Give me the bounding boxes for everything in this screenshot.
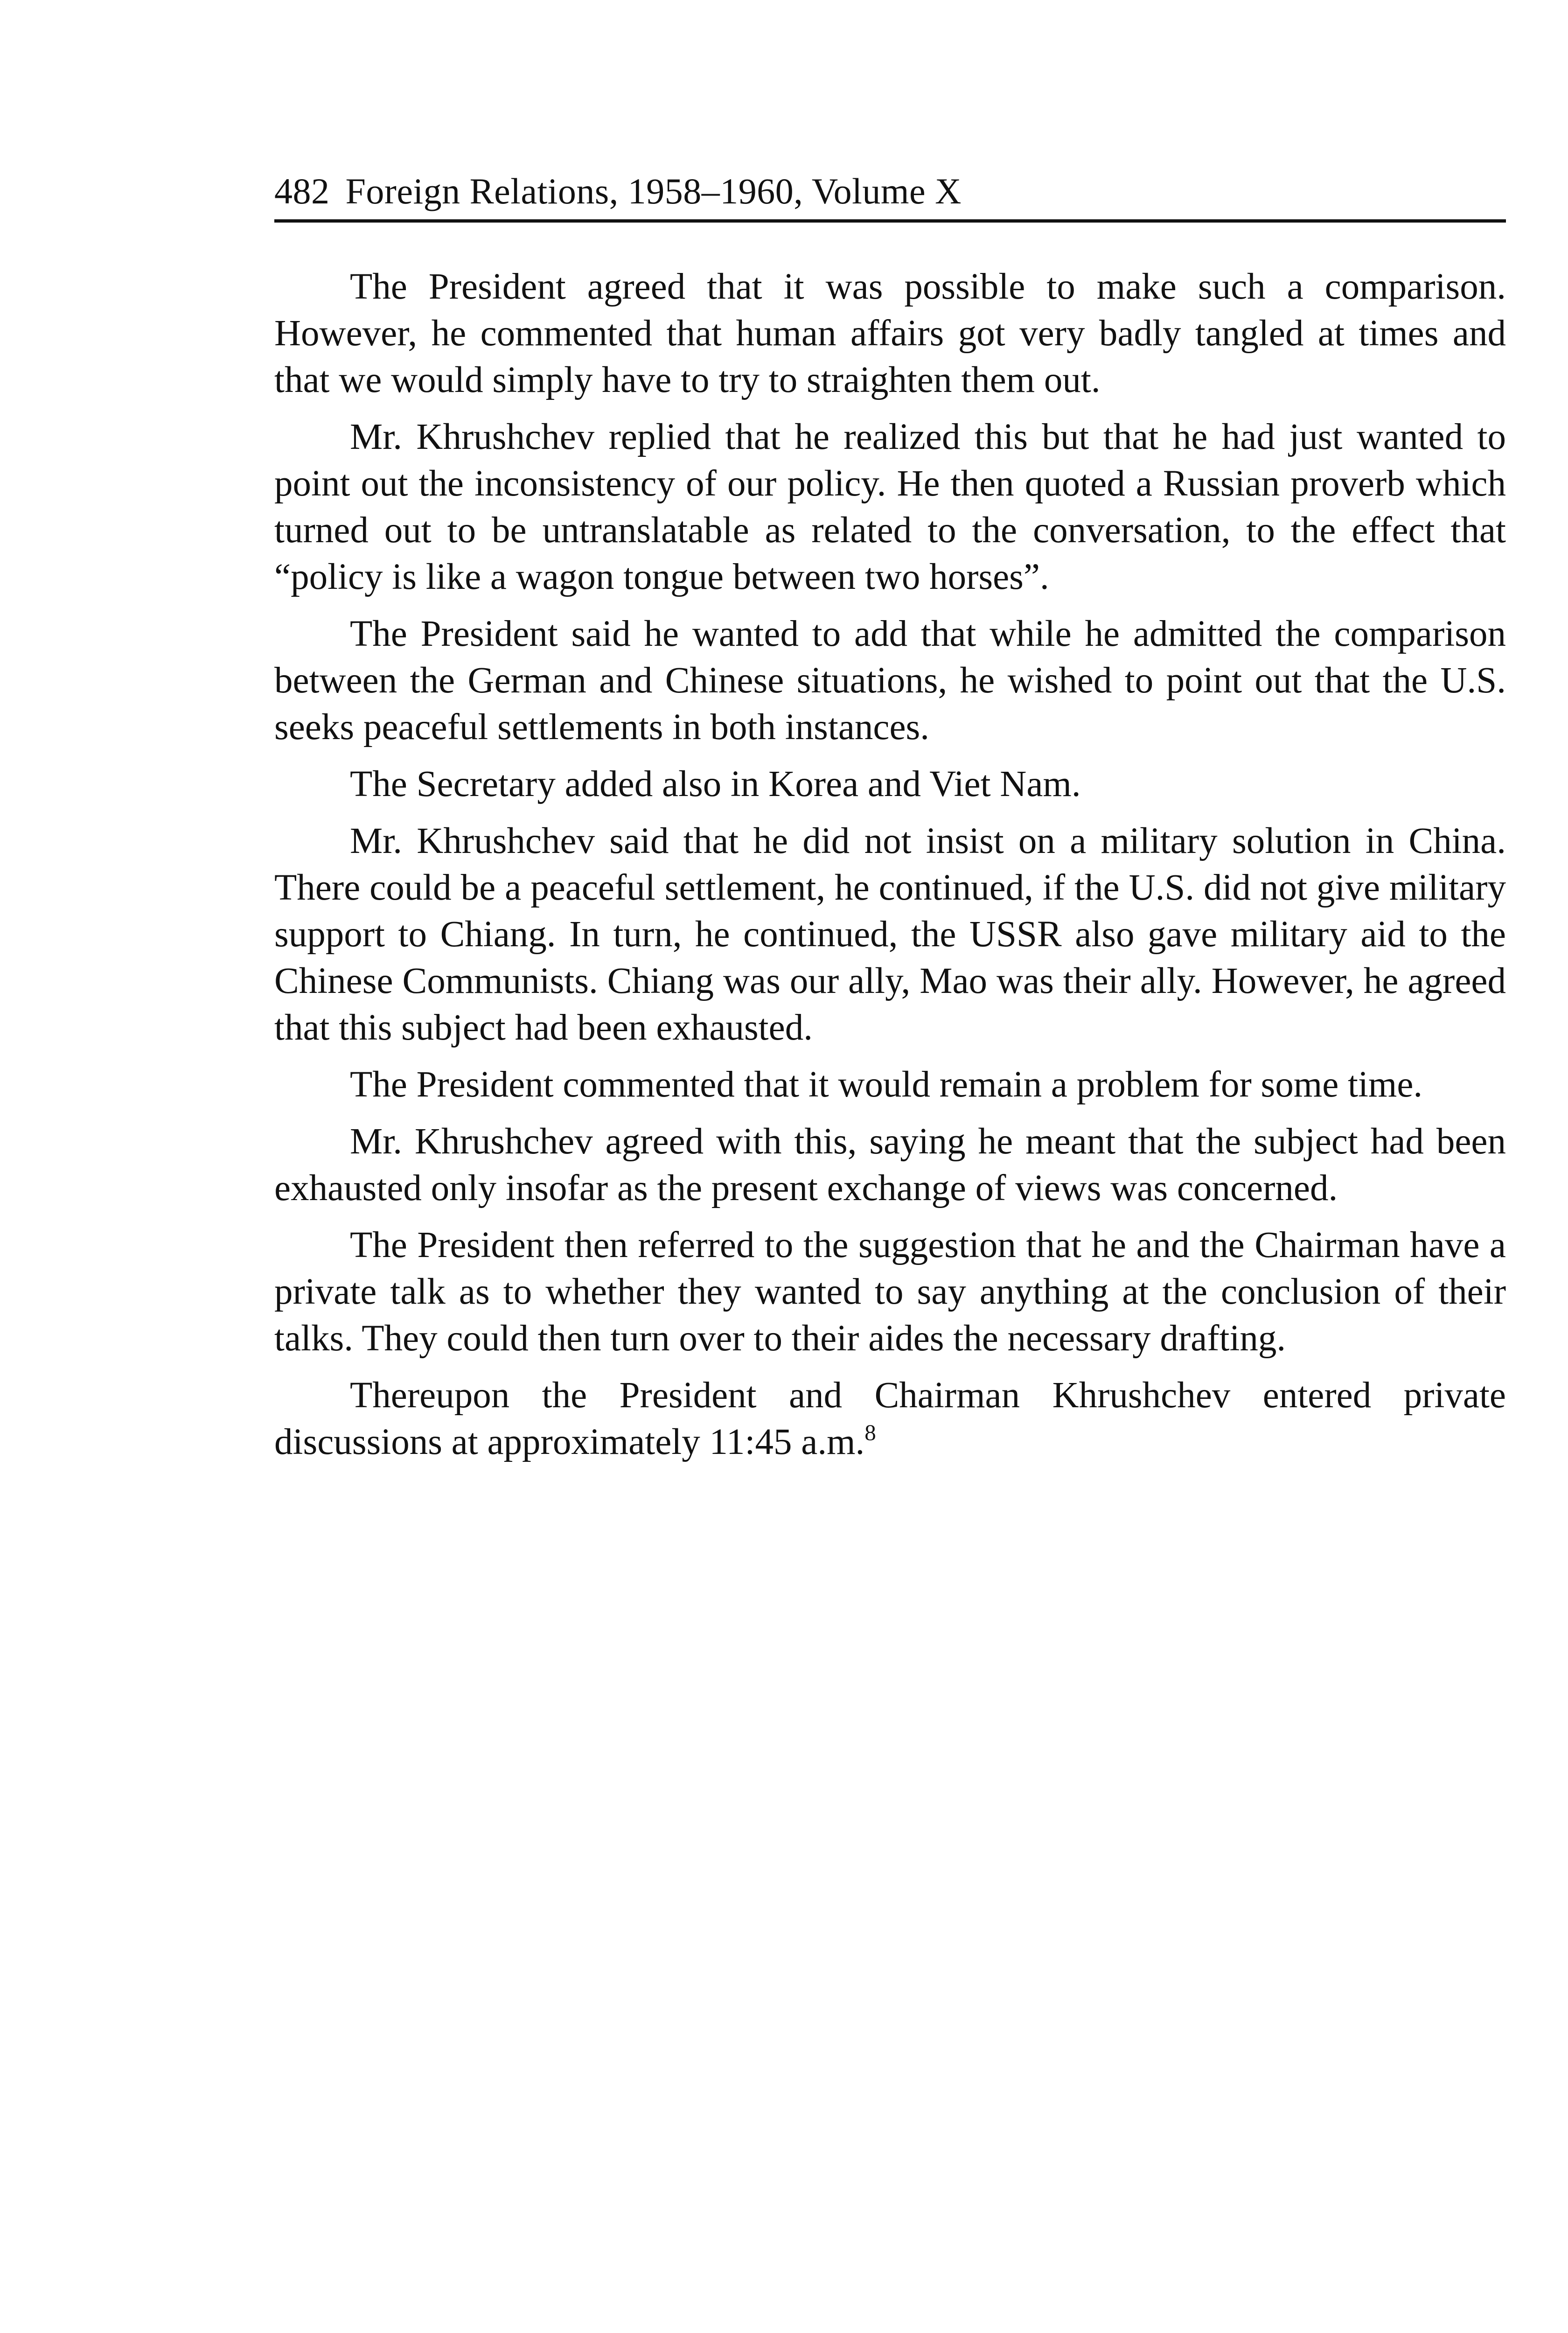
footnote-reference[interactable]: 8 (864, 1419, 876, 1446)
paragraph: The President commented that it would remain a problem for some time. (350, 1064, 1423, 1105)
paragraph: The President then referred to the suggestion that he and the Chairman have a private talk as to whether they wanted to say anything at the conclusion of their talks. They could then turn over to their aides the necessary drafting. (274, 1225, 1506, 1359)
document-page (274, 0, 1506, 2333)
page-number: 482 (274, 171, 330, 211)
header-rule (274, 219, 1506, 223)
body-text (274, 264, 1506, 1476)
paragraph: The President said he wanted to add that while he admitted the comparison between the German and Chinese situations, he wished to point out that the U.S. seeks peaceful settlements in both instances. (274, 614, 1506, 747)
paragraph: Mr. Khrushchev agreed with this, saying he meant that the subject had been exhausted only insofar as the present exchange of views was concerned. (274, 1121, 1506, 1208)
paragraph-text: Thereupon the President and Chairman Khrushchev entered private discussions at approximately 11:45 a.m. (274, 1375, 1506, 1462)
running-header (274, 170, 1506, 212)
paragraph: The President agreed that it was possible to make such a comparison. However, he commented that human affairs got very badly tangled at times and that we would simply have to try to straighten them out. (274, 266, 1506, 400)
paragraph-final (274, 1372, 1506, 1466)
volume-title: Foreign Relations, 1958–1960, Volume X (345, 171, 962, 211)
paragraph: The Secretary added also in Korea and Viet Nam. (350, 764, 1081, 804)
paragraph: Mr. Khrushchev said that he did not insist on a military solution in China. There could be a peaceful settlement, he continued, if the U.S. did not give military support to Chiang. In turn, he continued, the USSR also gave military aid to the Chinese Communists. Chiang was our ally, Mao was their ally. However, he agreed that this subject had been exhausted. (274, 821, 1506, 1048)
paragraph: Mr. Khrushchev replied that he realized this but that he had just wanted to point out the inconsistency of our policy. He then quoted a Russian proverb which turned out to be untranslatable as related to the conversation, to the effect that “policy is like a wagon tongue between two horses”. (274, 417, 1506, 597)
